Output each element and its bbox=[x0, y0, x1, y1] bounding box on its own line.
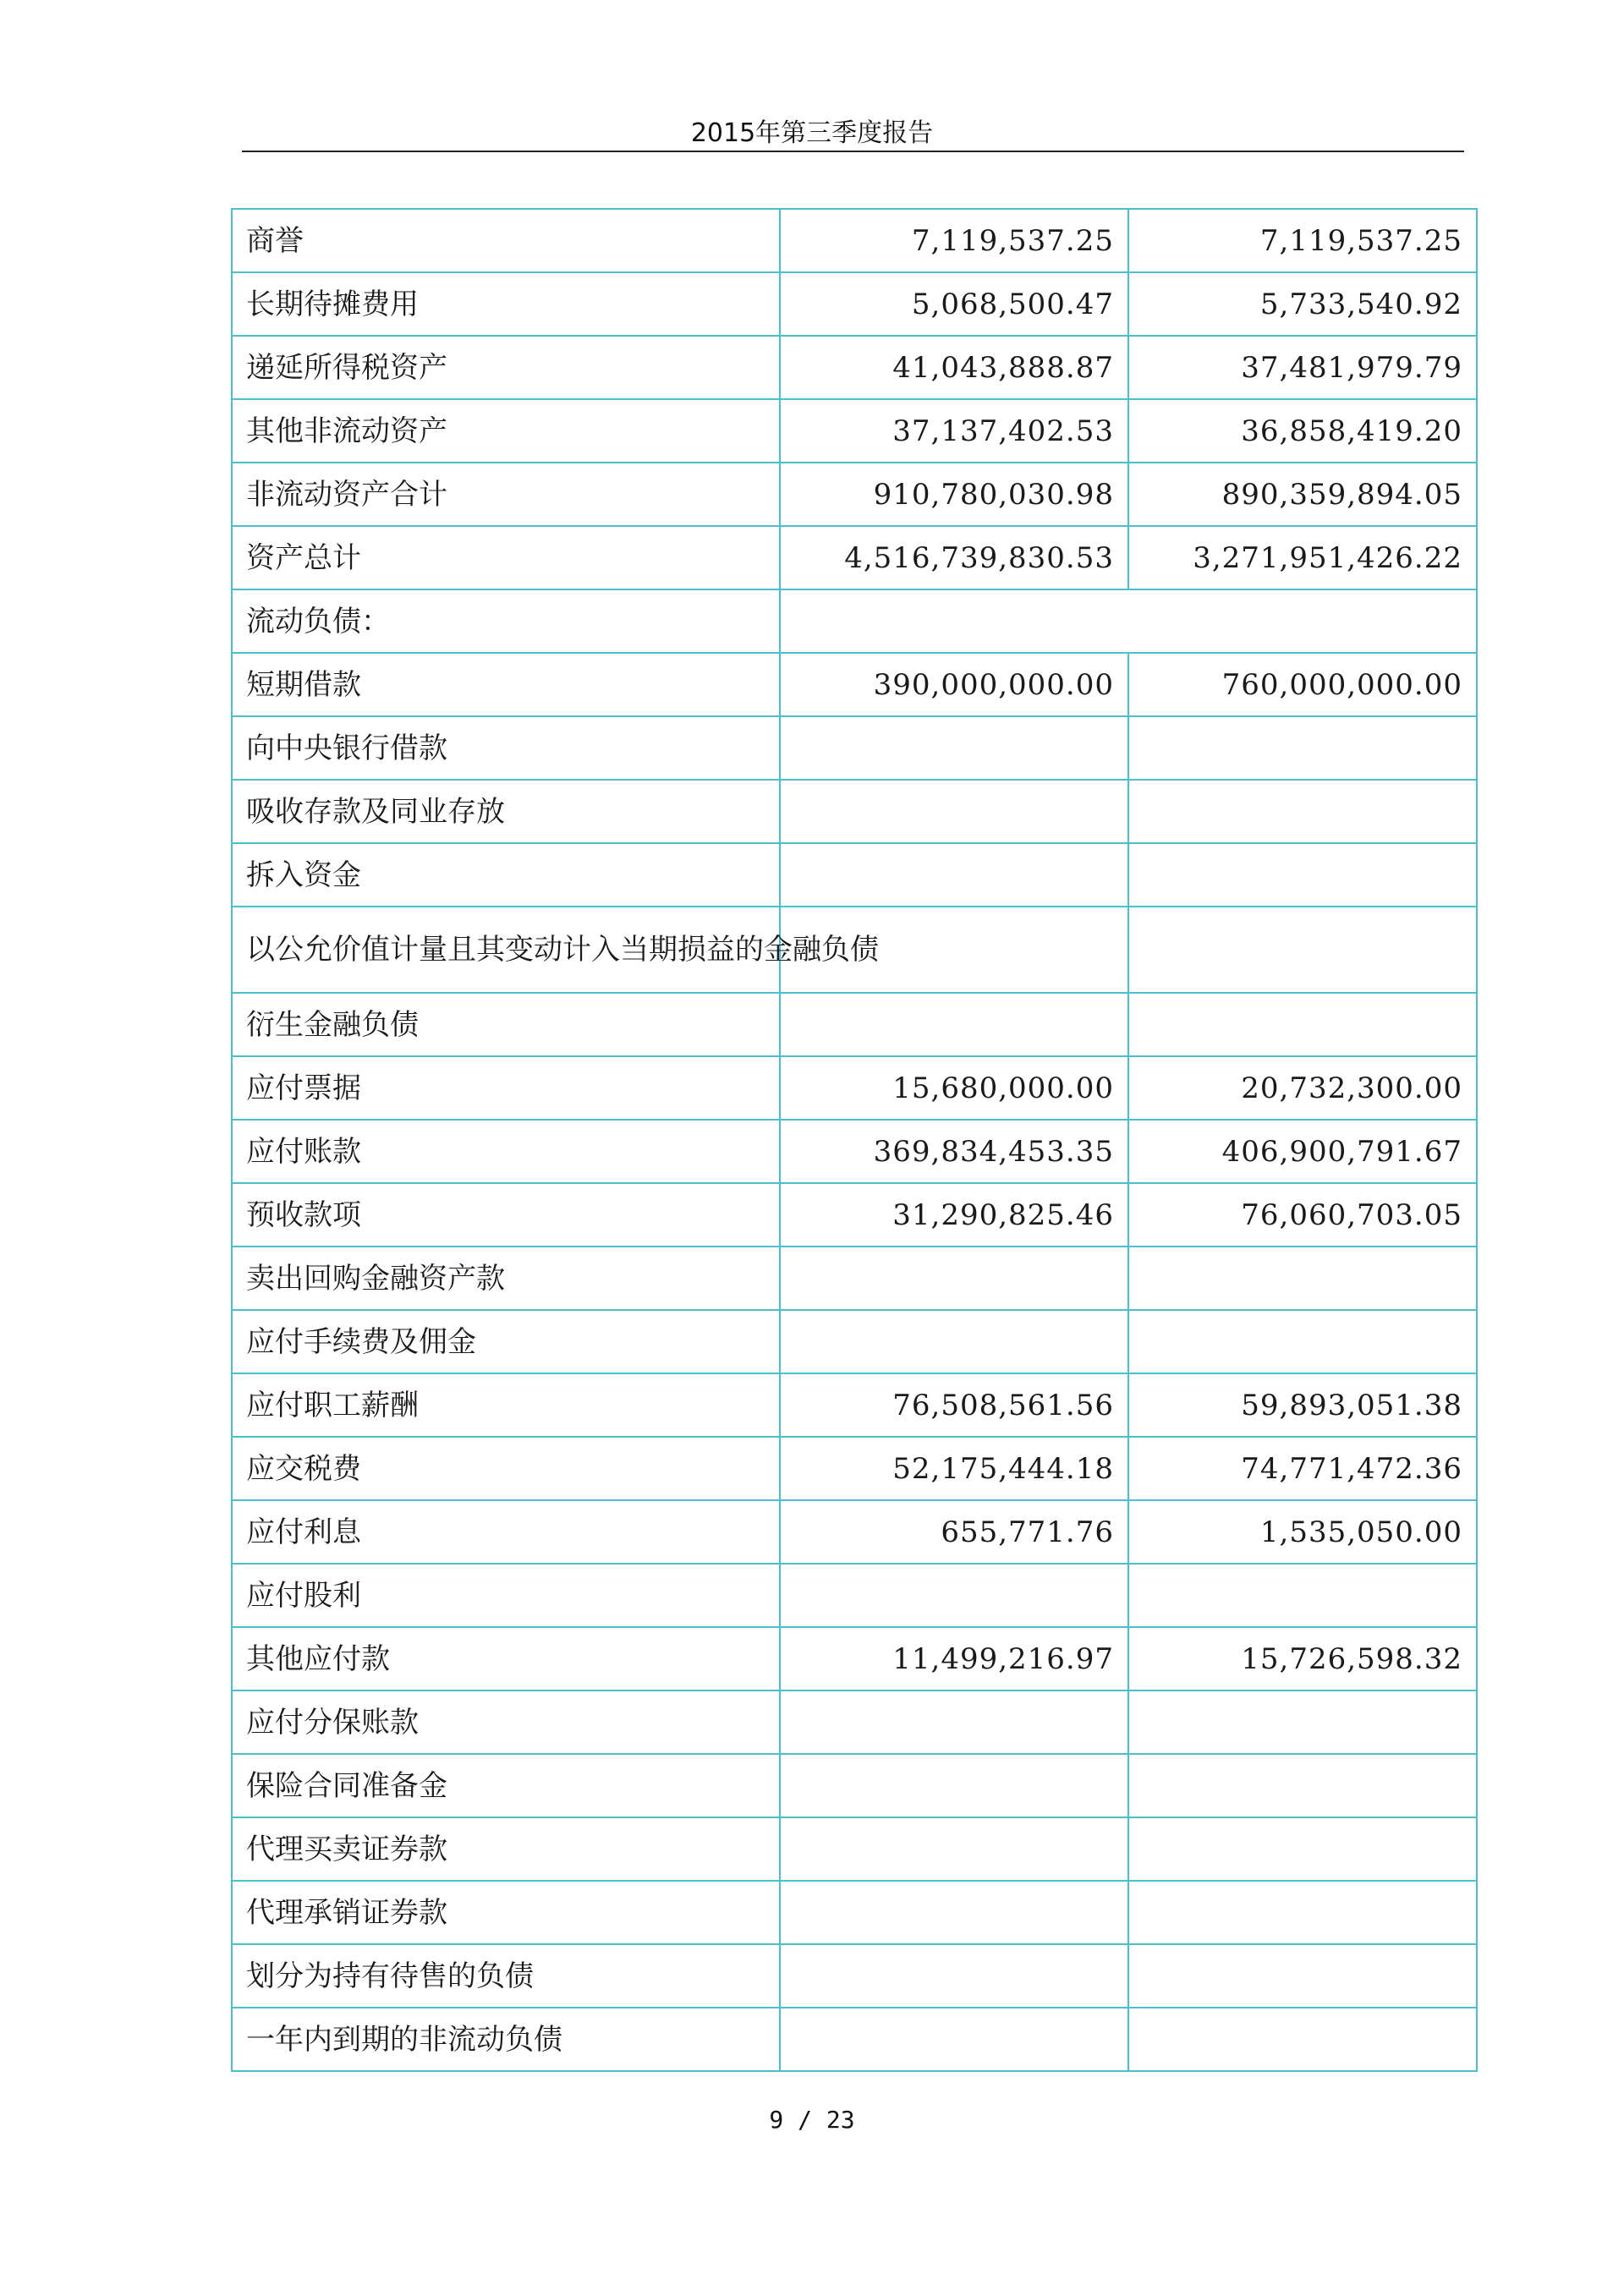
row-label: 非流动资产合计 bbox=[232, 463, 780, 526]
current-period-value bbox=[780, 1247, 1128, 1310]
row-label: 其他非流动资产 bbox=[232, 399, 780, 463]
table-row bbox=[232, 1247, 1477, 1310]
row-label: 应付账款 bbox=[232, 1120, 780, 1183]
previous-period-value bbox=[1128, 1564, 1477, 1627]
table-row bbox=[232, 209, 1477, 272]
previous-period-value bbox=[1128, 1690, 1477, 1754]
previous-period-value bbox=[1128, 716, 1477, 780]
previous-period-value bbox=[1128, 843, 1477, 907]
table-row bbox=[232, 589, 1477, 653]
previous-period-value bbox=[1128, 993, 1477, 1056]
previous-period-value bbox=[1128, 1817, 1477, 1881]
previous-period-value: 3,271,951,426.22 bbox=[1128, 526, 1477, 589]
current-period-value: 37,137,402.53 bbox=[780, 399, 1128, 463]
row-label: 资产总计 bbox=[232, 526, 780, 589]
table-row bbox=[232, 1690, 1477, 1754]
table-row bbox=[232, 1120, 1477, 1183]
previous-period-value: 59,893,051.38 bbox=[1128, 1373, 1477, 1437]
current-period-value: 4,516,739,830.53 bbox=[780, 526, 1128, 589]
current-period-value bbox=[780, 1564, 1128, 1627]
row-label: 应交税费 bbox=[232, 1437, 780, 1500]
table-row bbox=[232, 993, 1477, 1056]
table-row bbox=[232, 653, 1477, 716]
previous-period-value: 406,900,791.67 bbox=[1128, 1120, 1477, 1183]
current-period-value: 655,771.76 bbox=[780, 1500, 1128, 1564]
previous-period-value: 20,732,300.00 bbox=[1128, 1056, 1477, 1120]
current-period-value bbox=[780, 716, 1128, 780]
row-label: 衍生金融负债 bbox=[232, 993, 780, 1056]
table-row bbox=[232, 1183, 1477, 1247]
row-label: 应付票据 bbox=[232, 1056, 780, 1120]
header-divider bbox=[242, 151, 1464, 152]
table-row bbox=[232, 716, 1477, 780]
current-period-value bbox=[780, 2008, 1128, 2071]
row-label: 应付手续费及佣金 bbox=[232, 1310, 780, 1373]
table-row bbox=[232, 463, 1477, 526]
table-row bbox=[232, 780, 1477, 843]
row-label: 划分为持有待售的负债 bbox=[232, 1944, 780, 2008]
previous-period-value bbox=[1128, 1881, 1477, 1944]
balance-sheet-table bbox=[231, 208, 1478, 2072]
table-row bbox=[232, 272, 1477, 336]
table-row bbox=[232, 1056, 1477, 1120]
table-row bbox=[232, 2008, 1477, 2071]
row-label: 长期待摊费用 bbox=[232, 272, 780, 336]
previous-period-value: 37,481,979.79 bbox=[1128, 336, 1477, 399]
current-period-value: 7,119,537.25 bbox=[780, 209, 1128, 272]
row-label: 预收款项 bbox=[232, 1183, 780, 1247]
current-period-value: 52,175,444.18 bbox=[780, 1437, 1128, 1500]
current-period-value: 76,508,561.56 bbox=[780, 1373, 1128, 1437]
section-empty-cell bbox=[780, 589, 1477, 653]
table-row bbox=[232, 907, 1477, 993]
previous-period-value: 76,060,703.05 bbox=[1128, 1183, 1477, 1247]
previous-period-value: 36,858,419.20 bbox=[1128, 399, 1477, 463]
current-period-value: 31,290,825.46 bbox=[780, 1183, 1128, 1247]
current-period-value bbox=[780, 1944, 1128, 2008]
current-period-value bbox=[780, 993, 1128, 1056]
table-row bbox=[232, 1817, 1477, 1881]
row-label: 向中央银行借款 bbox=[232, 716, 780, 780]
previous-period-value bbox=[1128, 907, 1477, 993]
previous-period-value: 760,000,000.00 bbox=[1128, 653, 1477, 716]
table-row bbox=[232, 1500, 1477, 1564]
current-period-value bbox=[780, 1817, 1128, 1881]
row-label: 以公允价值计量且其变动计入当期损益的金融负债 bbox=[232, 907, 780, 993]
table-row bbox=[232, 1437, 1477, 1500]
row-label: 应付职工薪酬 bbox=[232, 1373, 780, 1437]
table-row bbox=[232, 526, 1477, 589]
current-period-value: 5,068,500.47 bbox=[780, 272, 1128, 336]
previous-period-value bbox=[1128, 2008, 1477, 2071]
current-period-value: 369,834,453.35 bbox=[780, 1120, 1128, 1183]
previous-period-value bbox=[1128, 1247, 1477, 1310]
report-header-title: 2015年第三季度报告 bbox=[690, 118, 934, 148]
balance-sheet-body bbox=[232, 209, 1477, 2071]
current-period-value bbox=[780, 780, 1128, 843]
previous-period-value bbox=[1128, 780, 1477, 843]
row-label: 流动负债： bbox=[232, 589, 780, 653]
current-period-value: 15,680,000.00 bbox=[780, 1056, 1128, 1120]
current-period-value: 41,043,888.87 bbox=[780, 336, 1128, 399]
table-row bbox=[232, 843, 1477, 907]
row-label: 商誉 bbox=[232, 209, 780, 272]
row-label: 拆入资金 bbox=[232, 843, 780, 907]
table-row bbox=[232, 336, 1477, 399]
table-row bbox=[232, 1944, 1477, 2008]
previous-period-value: 1,535,050.00 bbox=[1128, 1500, 1477, 1564]
row-label: 吸收存款及同业存放 bbox=[232, 780, 780, 843]
current-period-value: 11,499,216.97 bbox=[780, 1627, 1128, 1690]
row-label: 其他应付款 bbox=[232, 1627, 780, 1690]
current-period-value bbox=[780, 1881, 1128, 1944]
row-label: 一年内到期的非流动负债 bbox=[232, 2008, 780, 2071]
previous-period-value: 890,359,894.05 bbox=[1128, 463, 1477, 526]
row-label: 卖出回购金融资产款 bbox=[232, 1247, 780, 1310]
table-row bbox=[232, 1564, 1477, 1627]
row-label: 应付分保账款 bbox=[232, 1690, 780, 1754]
previous-period-value bbox=[1128, 1944, 1477, 2008]
current-period-value: 390,000,000.00 bbox=[780, 653, 1128, 716]
row-label: 递延所得税资产 bbox=[232, 336, 780, 399]
current-period-value bbox=[780, 843, 1128, 907]
page-number: 9 / 23 bbox=[769, 2106, 855, 2134]
previous-period-value bbox=[1128, 1754, 1477, 1817]
previous-period-value: 74,771,472.36 bbox=[1128, 1437, 1477, 1500]
row-label: 短期借款 bbox=[232, 653, 780, 716]
table-row bbox=[232, 1881, 1477, 1944]
table-row bbox=[232, 1310, 1477, 1373]
previous-period-value: 7,119,537.25 bbox=[1128, 209, 1477, 272]
row-label: 应付股利 bbox=[232, 1564, 780, 1627]
table-row bbox=[232, 399, 1477, 463]
current-period-value: 910,780,030.98 bbox=[780, 463, 1128, 526]
row-label: 保险合同准备金 bbox=[232, 1754, 780, 1817]
row-label: 代理买卖证券款 bbox=[232, 1817, 780, 1881]
previous-period-value bbox=[1128, 1310, 1477, 1373]
row-label: 应付利息 bbox=[232, 1500, 780, 1564]
current-period-value bbox=[780, 1690, 1128, 1754]
previous-period-value: 15,726,598.32 bbox=[1128, 1627, 1477, 1690]
current-period-value bbox=[780, 1754, 1128, 1817]
previous-period-value: 5,733,540.92 bbox=[1128, 272, 1477, 336]
table-row bbox=[232, 1754, 1477, 1817]
table-row bbox=[232, 1373, 1477, 1437]
row-label: 代理承销证券款 bbox=[232, 1881, 780, 1944]
current-period-value bbox=[780, 1310, 1128, 1373]
table-row bbox=[232, 1627, 1477, 1690]
